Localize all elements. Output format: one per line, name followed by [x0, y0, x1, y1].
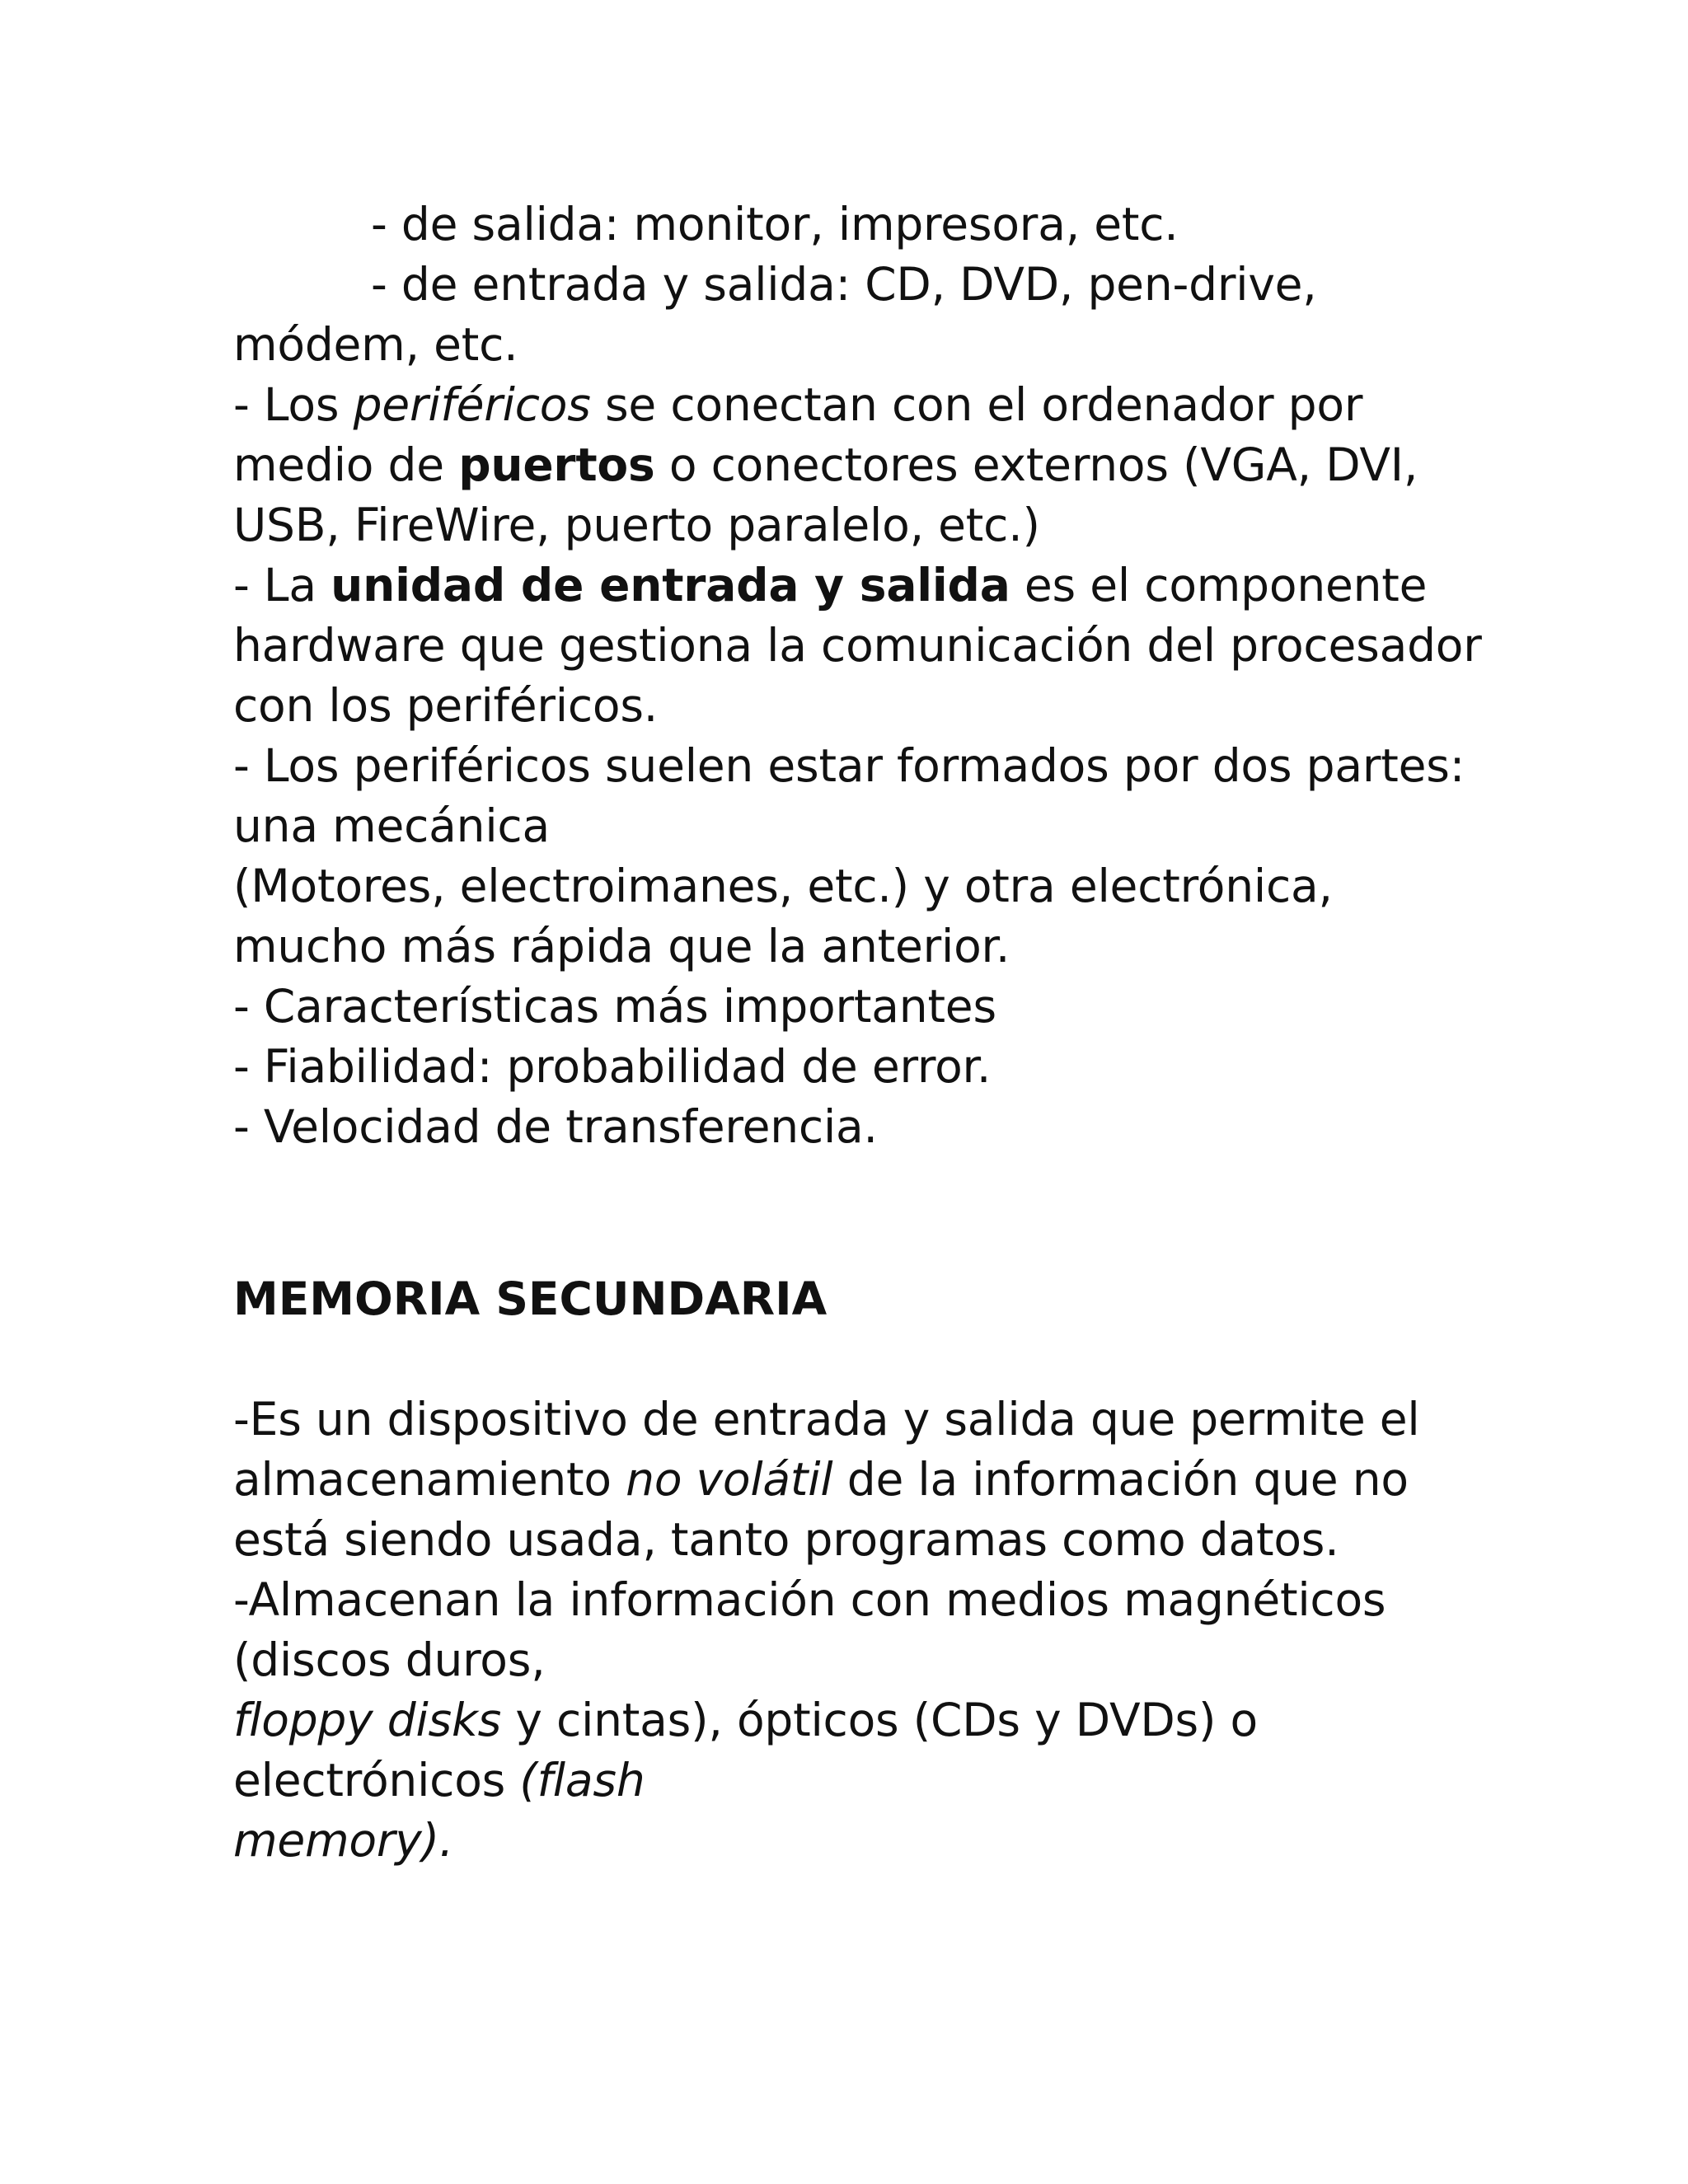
- text-line: [233, 375, 1519, 435]
- text-line: [233, 435, 1519, 495]
- text-line: mucho más rápida que la anterior.: [233, 920, 1010, 972]
- text-run: almacenamiento: [233, 1453, 626, 1506]
- text-line: [233, 1690, 1519, 1750]
- text-run: es el componente: [1010, 559, 1428, 612]
- text-run: se conectan con el ordenador por: [590, 378, 1363, 431]
- text-line: [233, 1450, 1519, 1510]
- text-line: está siendo usada, tanto programas como datos.: [233, 1513, 1339, 1566]
- text-line: - de entrada y salida: CD, DVD, pen-drive,: [371, 258, 1317, 311]
- text-line: - Características más importantes: [233, 980, 996, 1033]
- italic-term: (flash: [519, 1754, 645, 1807]
- text-line: - de salida: monitor, impresora, etc.: [371, 198, 1179, 251]
- peripherals-section: [233, 194, 1519, 1157]
- text-line: - Velocidad de transferencia.: [233, 1100, 878, 1153]
- text-line: módem, etc.: [233, 318, 518, 371]
- text-line: -Es un dispositivo de entrada y salida que permite el: [233, 1393, 1420, 1446]
- italic-term: floppy disks: [233, 1694, 502, 1746]
- text-run: o conectores externos (VGA, DVI,: [654, 438, 1418, 491]
- italic-term: no volátil: [626, 1453, 833, 1506]
- text-line: - Fiabilidad: probabilidad de error.: [233, 1040, 992, 1093]
- secondary-memory-section: [233, 1390, 1519, 1871]
- text-run: - La: [233, 559, 331, 612]
- italic-term: periféricos: [353, 378, 591, 431]
- text-line: [233, 555, 1519, 616]
- text-line: (discos duros,: [233, 1633, 546, 1686]
- text-line: una mecánica: [233, 799, 550, 852]
- text-line: USB, FireWire, puerto paralelo, etc.): [233, 499, 1040, 551]
- text-run: electrónicos: [233, 1754, 520, 1807]
- bold-term: unidad de entrada y salida: [331, 559, 1010, 612]
- text-line: (Motores, electroimanes, etc.) y otra electrónica,: [233, 860, 1333, 912]
- section-heading: MEMORIA SECUNDARIA: [233, 1272, 828, 1325]
- text-line: [233, 1750, 1519, 1811]
- text-line: hardware que gestiona la comunicación del procesador: [233, 619, 1482, 672]
- bold-term: puertos: [458, 438, 655, 491]
- text-line: [233, 1811, 1519, 1871]
- text-line: con los periféricos.: [233, 679, 659, 732]
- text-line: -Almacenan la información con medios magnéticos: [233, 1573, 1386, 1626]
- text-run: medio de: [233, 438, 459, 491]
- italic-term: memory).: [233, 1814, 454, 1867]
- text-run: - Los: [233, 378, 354, 431]
- text-run: de la información que no: [832, 1453, 1409, 1506]
- text-line: - Los periféricos suelen estar formados por dos partes:: [233, 739, 1465, 792]
- text-run: y cintas), ópticos (CDs y DVDs) o: [501, 1694, 1258, 1746]
